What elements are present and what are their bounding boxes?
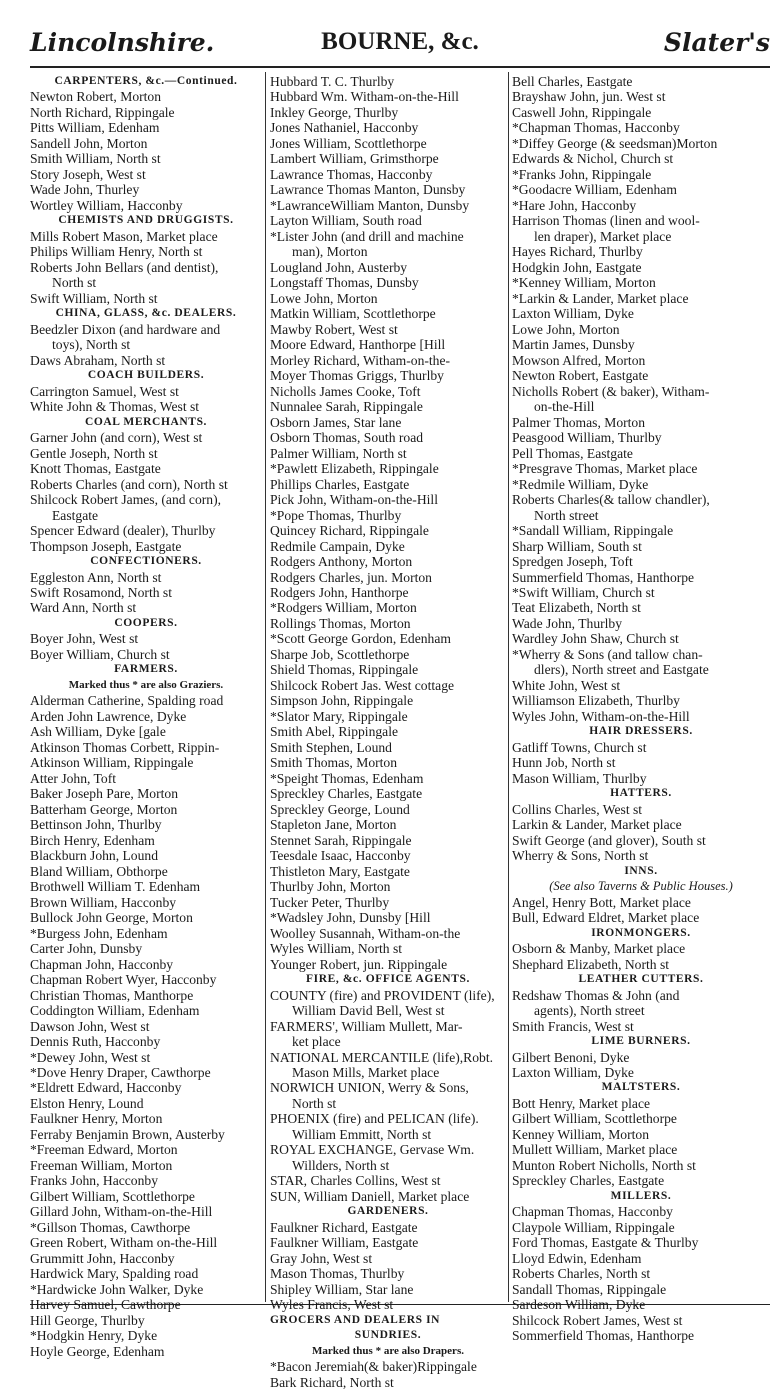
directory-entry-continuation: ket place bbox=[292, 1034, 341, 1050]
directory-entry: *Redmile William, Dyke bbox=[512, 476, 649, 492]
directory-entry: Hoyle George, Edenham bbox=[30, 1343, 165, 1359]
directory-entry: Birch Henry, Edenham bbox=[30, 832, 155, 848]
directory-entry: Sandall Thomas, Rippingale bbox=[512, 1281, 667, 1297]
trade-heading: INNS. bbox=[624, 864, 658, 877]
county-heading: Lincolnshire. bbox=[30, 28, 215, 57]
directory-entry: *Wadsley John, Dunsby [Hill bbox=[270, 910, 431, 926]
directory-entry: Moore Edward, Hanthorpe [Hill bbox=[270, 337, 446, 353]
directory-entry: Mills Robert Mason, Market place bbox=[30, 228, 218, 244]
directory-entry: Lougland John, Austerby bbox=[270, 259, 408, 275]
directory-entry: Thurlby John, Morton bbox=[270, 879, 391, 895]
directory-entry: *Franks John, Rippingale bbox=[512, 166, 652, 182]
directory-entry: Gilbert William, Scottlethorpe bbox=[512, 1111, 677, 1127]
directory-entry: SUN, William Daniell, Market place bbox=[270, 1188, 470, 1204]
trade-heading: LIME BURNERS. bbox=[591, 1035, 691, 1048]
directory-entry: *Scott George Gordon, Edenham bbox=[270, 631, 451, 647]
directory-entry: Coddington William, Edenham bbox=[30, 1003, 200, 1019]
directory-entry-continuation: Willders, North st bbox=[292, 1157, 390, 1173]
directory-entry: Wyles Francis, West st bbox=[270, 1297, 394, 1313]
directory-entry: Redmile Campain, Dyke bbox=[270, 538, 405, 554]
directory-entry: Osborn & Manby, Market place bbox=[512, 941, 686, 957]
directory-entry: *Hardwicke John Walker, Dyke bbox=[30, 1281, 204, 1297]
directory-entry: *Hare John, Hacconby bbox=[512, 197, 637, 213]
directory-entry: Mawby Robert, West st bbox=[270, 321, 398, 337]
cross-reference-note: (See also Taverns & Public Houses.) bbox=[549, 879, 733, 894]
directory-entry: Longstaff Thomas, Dunsby bbox=[270, 275, 419, 291]
directory-entry: *Goodacre William, Edenham bbox=[512, 182, 677, 198]
trade-heading: FARMERS. bbox=[114, 663, 178, 676]
directory-entry: Morley Richard, Witham-on-the- bbox=[270, 352, 451, 368]
directory-entry: Swift George (and glover), South st bbox=[512, 832, 706, 848]
directory-entry: *Rodgers William, Morton bbox=[270, 600, 417, 616]
directory-entry: Claypole William, Rippingale bbox=[512, 1219, 675, 1235]
trade-heading: HATTERS. bbox=[610, 787, 672, 800]
directory-entry: Wherry & Sons, North st bbox=[512, 848, 649, 864]
directory-entry: Shilcock Robert James, West st bbox=[512, 1312, 683, 1328]
directory-entry: White John & Thomas, West st bbox=[30, 399, 200, 415]
directory-entry: Atter John, Toft bbox=[30, 770, 117, 786]
directory-entry: Philips William Henry, North st bbox=[30, 244, 203, 260]
directory-entry: Sommerfield Thomas, Hanthorpe bbox=[512, 1328, 695, 1344]
directory-entry: Smith Stephen, Lound bbox=[270, 739, 392, 755]
trade-heading: GARDENERS. bbox=[347, 1205, 429, 1218]
directory-entry: Sharp William, South st bbox=[512, 538, 642, 554]
directory-entry: Kenney William, Morton bbox=[512, 1126, 650, 1142]
trade-heading: SUNDRIES. bbox=[354, 1329, 422, 1342]
directory-entry: Teat Elizabeth, North st bbox=[512, 600, 641, 616]
directory-entry: Harrison Thomas (linen and wool- bbox=[512, 213, 700, 229]
directory-entry: Layton William, South road bbox=[270, 213, 422, 229]
directory-entry: Faulkner Richard, Eastgate bbox=[270, 1219, 418, 1235]
directory-entry: *Chapman Thomas, Hacconby bbox=[512, 120, 680, 136]
directory-entry: Sardeson William, Dyke bbox=[512, 1297, 646, 1313]
directory-entry: Stapleton Jane, Morton bbox=[270, 817, 397, 833]
directory-entry: Mason William, Thurlby bbox=[512, 770, 647, 786]
directory-entry: FARMERS', William Mullett, Mar- bbox=[270, 1018, 463, 1034]
header-rule bbox=[30, 66, 770, 68]
directory-entry: Gillard John, Witham-on-the-Hill bbox=[30, 1204, 213, 1220]
directory-entry: Newton Robert, Eastgate bbox=[512, 368, 649, 384]
directory-entry: Boyer John, West st bbox=[30, 631, 139, 647]
directory-entry: *Slator Mary, Rippingale bbox=[270, 708, 408, 724]
directory-entry: Munton Robert Nicholls, North st bbox=[512, 1157, 696, 1173]
directory-entry: Thompson Joseph, Eastgate bbox=[30, 538, 182, 554]
directory-entry: *Diffey George (& seedsman)Morton bbox=[512, 135, 718, 151]
directory-entry: Bell Charles, Eastgate bbox=[512, 74, 633, 89]
directory-entry: Roberts Charles(& tallow chandler), bbox=[512, 492, 710, 508]
directory-entry: *Eldrett Edward, Hacconby bbox=[30, 1080, 182, 1096]
directory-entry: Palmer William, North st bbox=[270, 445, 407, 461]
directory-entry: Faulkner Henry, Morton bbox=[30, 1111, 163, 1127]
directory-entry: Collins Charles, West st bbox=[512, 801, 643, 817]
directory-entry: Blackburn John, Lound bbox=[30, 848, 158, 864]
directory-entry: *Swift William, Church st bbox=[512, 584, 655, 600]
directory-entry: Lawrance Thomas Manton, Dunsby bbox=[270, 182, 466, 198]
directory-entry: Bland William, Obthorpe bbox=[30, 863, 168, 879]
directory-entry: *Pope Thomas, Thurlby bbox=[270, 507, 402, 523]
directory-entry: *Gillson Thomas, Cawthorpe bbox=[30, 1219, 191, 1235]
directory-entry: Shipley William, Star lane bbox=[270, 1281, 414, 1297]
directory-entry: Dawson John, West st bbox=[30, 1018, 150, 1034]
trade-heading: MALTSTERS. bbox=[601, 1081, 681, 1094]
directory-entry: Rodgers Charles, jun. Morton bbox=[270, 569, 432, 585]
directory-entry: Gentle Joseph, North st bbox=[30, 445, 158, 461]
directory-entry: Atkinson William, Rippingale bbox=[30, 755, 194, 771]
heading-note: Marked thus * are also Drapers. bbox=[312, 1344, 464, 1357]
directory-column-left bbox=[30, 74, 262, 1359]
place-heading: BOURNE, &c. bbox=[321, 28, 479, 55]
directory-entry: Carter John, Dunsby bbox=[30, 941, 143, 957]
directory-entry: Hardwick Mary, Spalding road bbox=[30, 1266, 199, 1282]
directory-entry: Jones William, Scottlethorpe bbox=[270, 135, 427, 151]
directory-entry: Wade John, Thurley bbox=[30, 182, 140, 198]
trade-heading: COACH BUILDERS. bbox=[87, 369, 205, 382]
directory-entry: Wortley William, Hacconby bbox=[30, 197, 183, 213]
directory-entry: *Kenney William, Morton bbox=[512, 275, 656, 291]
directory-entry: STAR, Charles Collins, West st bbox=[270, 1173, 441, 1189]
directory-entry: Phillips Charles, Eastgate bbox=[270, 476, 410, 492]
directory-entry: Shilcock Robert Jas. West cottage bbox=[270, 677, 455, 693]
directory-entry: Larkin & Lander, Market place bbox=[512, 817, 682, 833]
directory-entry: Spencer Edward (dealer), Thurlby bbox=[30, 523, 216, 539]
directory-entry-continuation: man), Morton bbox=[292, 244, 368, 260]
directory-entry: Inkley George, Thurlby bbox=[270, 104, 399, 120]
directory-entry: Brayshaw John, jun. West st bbox=[512, 89, 666, 105]
trade-heading: CHEMISTS AND DRUGGISTS. bbox=[58, 214, 234, 227]
column-divider bbox=[508, 72, 509, 1302]
directory-entry: Wyles John, Witham-on-the-Hill bbox=[512, 708, 690, 724]
directory-entry: Ash William, Dyke [gale bbox=[30, 724, 166, 740]
directory-entry: Arden John Lawrence, Dyke bbox=[30, 708, 187, 724]
trade-heading: GROCERS AND DEALERS IN bbox=[270, 1313, 441, 1326]
directory-entry: Pell Thomas, Eastgate bbox=[512, 445, 633, 461]
directory-entry: Swift Rosamond, North st bbox=[30, 584, 172, 600]
directory-entry: *Presgrave Thomas, Market place bbox=[512, 461, 698, 477]
directory-entry: Spreckley Charles, Eastgate bbox=[512, 1173, 665, 1189]
directory-entry: Lambert William, Grimsthorpe bbox=[270, 151, 439, 167]
directory-entry: Roberts Charles, North st bbox=[512, 1266, 651, 1282]
directory-entry: Brown William, Hacconby bbox=[30, 894, 177, 910]
directory-entry: Rodgers John, Hanthorpe bbox=[270, 584, 409, 600]
directory-entry: Woolley Susannah, Witham-on-the bbox=[270, 925, 461, 941]
directory-entry: *Speight Thomas, Edenham bbox=[270, 770, 424, 786]
directory-entry: Gatliff Towns, Church st bbox=[512, 739, 647, 755]
directory-entry: Hill George, Thurlby bbox=[30, 1312, 145, 1328]
directory-entry: Palmer Thomas, Morton bbox=[512, 414, 646, 430]
directory-entry: Bullock John George, Morton bbox=[30, 910, 193, 926]
column-divider bbox=[265, 72, 266, 1302]
directory-entry: *Burgess John, Edenham bbox=[30, 925, 168, 941]
directory-entry: *Bacon Jeremiah(& baker)Rippingale bbox=[270, 1359, 477, 1375]
directory-entry-continuation: dlers), North street and Eastgate bbox=[534, 662, 709, 678]
directory-entry: Spreckley George, Lound bbox=[270, 801, 410, 817]
directory-entry: White John, West st bbox=[512, 677, 621, 693]
directory-entry: Laxton William, Dyke bbox=[512, 1065, 634, 1080]
directory-entry: Moyer Thomas Griggs, Thurlby bbox=[270, 368, 444, 384]
directory-entry: Wyles William, North st bbox=[270, 941, 403, 957]
directory-entry-continuation: toys), North st bbox=[52, 337, 131, 353]
directory-entry: Simpson John, Rippingale bbox=[270, 693, 414, 709]
directory-entry: Harvey Samuel, Cawthorpe bbox=[30, 1297, 181, 1313]
directory-entry: Roberts Charles (and corn), North st bbox=[30, 476, 228, 492]
heading-note: Marked thus * are also Graziers. bbox=[68, 678, 224, 691]
directory-entry: Elston Henry, Lound bbox=[30, 1095, 144, 1111]
directory-entry: Mullett William, Market place bbox=[512, 1142, 678, 1158]
trade-heading: CHINA, GLASS, &c. DEALERS. bbox=[55, 307, 237, 320]
directory-entry: Edwards & Nichol, Church st bbox=[512, 151, 674, 167]
directory-entry: *Larkin & Lander, Market place bbox=[512, 290, 689, 306]
directory-entry: Gilbert William, Scottlethorpe bbox=[30, 1188, 195, 1204]
directory-entry: Nunnalee Sarah, Rippingale bbox=[270, 399, 423, 415]
directory-entry: Nicholls Robert (& baker), Witham- bbox=[512, 383, 710, 399]
directory-entry: North Richard, Rippingale bbox=[30, 104, 175, 120]
directory-entry: Smith Abel, Rippingale bbox=[270, 724, 399, 740]
directory-entry: Hunn Job, North st bbox=[512, 755, 616, 771]
directory-entry: Ford Thomas, Eastgate & Thurlby bbox=[512, 1235, 699, 1251]
directory-entry: Atkinson Thomas Corbett, Rippin- bbox=[30, 739, 220, 755]
directory-entry: Lowe John, Morton bbox=[270, 290, 378, 306]
directory-entry: *Wherry & Sons (and tallow chan- bbox=[512, 646, 703, 662]
directory-entry: Redshaw Thomas & John (and bbox=[512, 987, 680, 1003]
directory-entry-continuation: North st bbox=[52, 275, 97, 291]
directory-entry: Younger Robert, jun. Rippingale bbox=[270, 956, 448, 972]
directory-entry: Sharpe Job, Scottlethorpe bbox=[270, 646, 410, 662]
directory-entry: Ferraby Benjamin Brown, Austerby bbox=[30, 1126, 225, 1142]
directory-entry: Mowson Alfred, Morton bbox=[512, 352, 646, 368]
directory-entry: Chapman Robert Wyer, Hacconby bbox=[30, 972, 217, 988]
directory-entry: Martin James, Dunsby bbox=[512, 337, 635, 353]
directory-entry: Alderman Catherine, Spalding road bbox=[30, 693, 224, 709]
directory-entry: Hubbard Wm. Witham-on-the-Hill bbox=[270, 89, 459, 105]
directory-entry: Green Robert, Witham on-the-Hill bbox=[30, 1235, 218, 1251]
directory-entry: NORWICH UNION, Werry & Sons, bbox=[270, 1080, 469, 1096]
directory-entry: Roberts John Bellars (and dentist), bbox=[30, 259, 219, 275]
directory-entry: *Dewey John, West st bbox=[30, 1049, 151, 1065]
directory-entry: NATIONAL MERCANTILE (life),Robt. bbox=[270, 1049, 494, 1065]
directory-entry: Chapman John, Hacconby bbox=[30, 956, 174, 972]
directory-entry-continuation: William David Bell, West st bbox=[292, 1003, 445, 1019]
directory-entry-continuation: agents), North street bbox=[534, 1003, 645, 1019]
directory-entry: Knott Thomas, Eastgate bbox=[30, 461, 161, 477]
directory-entry: Beedzler Dixon (and hardware and bbox=[30, 321, 221, 337]
directory-entry: Garner John (and corn), West st bbox=[30, 430, 203, 446]
directory-entry: Baker Joseph Pare, Morton bbox=[30, 786, 178, 802]
directory-column-middle bbox=[270, 74, 506, 1390]
directory-entry: Lloyd Edwin, Edenham bbox=[512, 1250, 642, 1266]
directory-entry: Newton Robert, Morton bbox=[30, 89, 162, 105]
directory-entry: Caswell John, Rippingale bbox=[512, 104, 652, 120]
publisher-heading: Slater's bbox=[663, 28, 770, 57]
directory-entry: Hubbard T. C. Thurlby bbox=[270, 74, 395, 89]
directory-entry-continuation: len draper), Market place bbox=[534, 228, 672, 244]
directory-entry: Swift William, North st bbox=[30, 290, 158, 306]
directory-entry-continuation: Eastgate bbox=[52, 507, 99, 523]
directory-entry: Spredgen Joseph, Toft bbox=[512, 554, 633, 570]
running-header bbox=[30, 28, 770, 62]
trade-heading: CARPENTERS, &c.—Continued. bbox=[54, 75, 238, 87]
directory-entry: Stennet Sarah, Rippingale bbox=[270, 832, 412, 848]
directory-entry: Daws Abraham, North st bbox=[30, 352, 166, 368]
directory-entry: Wardley John Shaw, Church st bbox=[512, 631, 679, 647]
directory-entry: Dennis Ruth, Hacconby bbox=[30, 1034, 161, 1050]
directory-entry: Summerfield Thomas, Hanthorpe bbox=[512, 569, 695, 585]
directory-entry: *Lister John (and drill and machine bbox=[270, 228, 464, 244]
directory-entry: Angel, Henry Bott, Market place bbox=[512, 894, 691, 910]
directory-entry: Thistleton Mary, Eastgate bbox=[270, 863, 410, 879]
trade-heading: CONFECTIONERS. bbox=[90, 555, 202, 568]
directory-entry: Spreckley Charles, Eastgate bbox=[270, 786, 423, 802]
directory-entry: Lawrance Thomas, Hacconby bbox=[270, 166, 433, 182]
directory-entry: Brothwell William T. Edenham bbox=[30, 879, 201, 895]
directory-entry: Tucker Peter, Thurlby bbox=[270, 894, 390, 910]
directory-entry: Pick John, Witham-on-the-Hill bbox=[270, 492, 438, 508]
trade-heading: COAL MERCHANTS. bbox=[84, 415, 208, 428]
trade-heading: COOPERS. bbox=[114, 616, 178, 629]
directory-entry: Hodgkin John, Eastgate bbox=[512, 259, 642, 275]
directory-entry: Quincey Richard, Rippingale bbox=[270, 523, 429, 539]
directory-entry: Bull, Edward Eldret, Market place bbox=[512, 910, 700, 926]
directory-entry: Matkin William, Scottlethorpe bbox=[270, 306, 436, 322]
directory-entry: ROYAL EXCHANGE, Gervase Wm. bbox=[270, 1142, 475, 1158]
directory-entry: Ward Ann, North st bbox=[30, 600, 137, 616]
directory-entry-continuation: William Emmitt, North st bbox=[292, 1126, 432, 1142]
directory-entry: Gilbert Benoni, Dyke bbox=[512, 1049, 630, 1065]
directory-entry: Bott Henry, Market place bbox=[512, 1095, 651, 1111]
directory-entry: Smith Thomas, Morton bbox=[270, 755, 398, 771]
directory-entry: Shephard Elizabeth, North st bbox=[512, 956, 670, 972]
directory-entry: Jones Nathaniel, Hacconby bbox=[270, 120, 419, 136]
directory-entry-continuation: North street bbox=[534, 507, 599, 523]
trade-heading: MILLERS. bbox=[610, 1189, 672, 1202]
directory-entry: *Hodgkin Henry, Dyke bbox=[30, 1328, 158, 1344]
directory-entry-continuation: on-the-Hill bbox=[534, 399, 595, 415]
directory-entry: Sandell John, Morton bbox=[30, 135, 148, 151]
directory-column-right bbox=[512, 74, 770, 1344]
directory-entry: Hayes Richard, Thurlby bbox=[512, 244, 643, 260]
directory-entry: Carrington Samuel, West st bbox=[30, 383, 179, 399]
directory-entry: Pitts William, Edenham bbox=[30, 120, 160, 136]
directory-entry: Christian Thomas, Manthorpe bbox=[30, 987, 194, 1003]
trade-heading: HAIR DRESSERS. bbox=[589, 725, 693, 738]
directory-entry: Teesdale Isaac, Hacconby bbox=[270, 848, 411, 864]
directory-entry: COUNTY (fire) and PROVIDENT (life), bbox=[270, 987, 495, 1003]
directory-entry: Shilcock Robert James, (and corn), bbox=[30, 492, 222, 508]
directory-entry: Chapman Thomas, Hacconby bbox=[512, 1204, 673, 1220]
directory-entry: Faulkner William, Eastgate bbox=[270, 1235, 419, 1251]
directory-entry: Grummitt John, Hacconby bbox=[30, 1250, 175, 1266]
trade-heading: LEATHER CUTTERS. bbox=[578, 973, 704, 986]
directory-entry: Gray John, West st bbox=[270, 1250, 373, 1266]
directory-entry: Franks John, Hacconby bbox=[30, 1173, 158, 1189]
directory-entry: Shield Thomas, Rippingale bbox=[270, 662, 419, 678]
directory-entry: Laxton William, Dyke bbox=[512, 306, 634, 322]
directory-entry-continuation: Mason Mills, Market place bbox=[292, 1065, 440, 1080]
trade-heading: FIRE, &c. OFFICE AGENTS. bbox=[306, 973, 470, 986]
directory-entry: *LawranceWilliam Manton, Dunsby bbox=[270, 197, 470, 213]
directory-entry: Wade John, Thurlby bbox=[512, 615, 623, 631]
directory-entry: Batterham George, Morton bbox=[30, 801, 178, 817]
directory-entry: *Freeman Edward, Morton bbox=[30, 1142, 178, 1158]
directory-entry: Boyer William, Church st bbox=[30, 646, 170, 662]
directory-entry: Rollings Thomas, Morton bbox=[270, 615, 411, 631]
directory-entry: Smith William, North st bbox=[30, 151, 161, 167]
trade-heading: IRONMONGERS. bbox=[591, 926, 691, 939]
directory-entry-continuation: North st bbox=[292, 1095, 337, 1111]
directory-entry: Williamson Elizabeth, Thurlby bbox=[512, 693, 680, 709]
directory-entry: Smith Francis, West st bbox=[512, 1018, 634, 1034]
directory-entry: Mason Thomas, Thurlby bbox=[270, 1266, 405, 1282]
directory-entry: Osborn James, Star lane bbox=[270, 414, 402, 430]
directory-entry: Osborn Thomas, South road bbox=[270, 430, 424, 446]
directory-entry: Peasgood William, Thurlby bbox=[512, 430, 662, 446]
directory-entry: *Pawlett Elizabeth, Rippingale bbox=[270, 461, 439, 477]
directory-entry: Story Joseph, West st bbox=[30, 166, 146, 182]
directory-entry: Lowe John, Morton bbox=[512, 321, 620, 337]
directory-entry: Eggleston Ann, North st bbox=[30, 569, 162, 585]
directory-entry: Freeman William, Morton bbox=[30, 1157, 173, 1173]
directory-entry: *Sandall William, Rippingale bbox=[512, 523, 674, 539]
directory-entry: Rodgers Anthony, Morton bbox=[270, 554, 413, 570]
directory-entry: *Dove Henry Draper, Cawthorpe bbox=[30, 1065, 211, 1080]
directory-entry: Bettinson John, Thurlby bbox=[30, 817, 162, 833]
directory-entry: Bark Richard, North st bbox=[270, 1374, 394, 1390]
directory-entry: Nicholls James Cooke, Toft bbox=[270, 383, 421, 399]
directory-entry: PHOENIX (fire) and PELICAN (life). bbox=[270, 1111, 479, 1127]
